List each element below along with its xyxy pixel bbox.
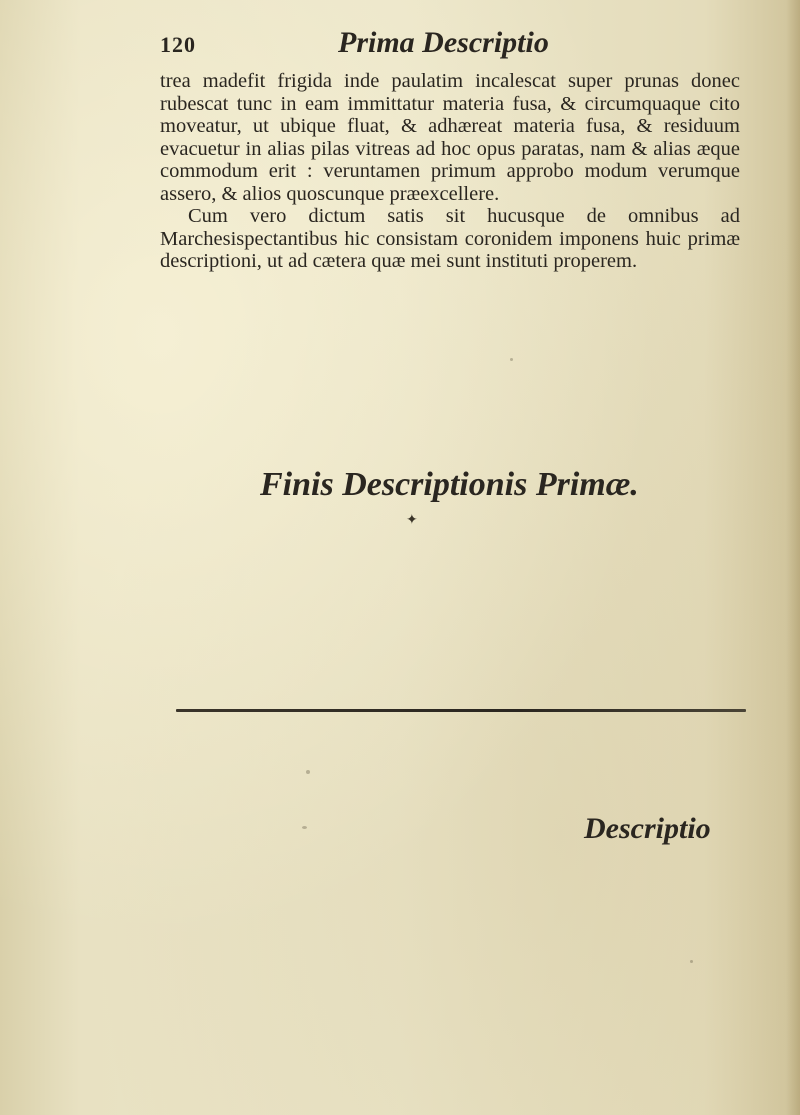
running-head-title: Prima Descriptio — [338, 26, 549, 59]
running-head — [160, 26, 620, 66]
page-number: 120 — [160, 32, 196, 57]
page-edge-shadow — [786, 0, 800, 1115]
paragraph-1: trea madefit frigida inde paulatim incalescat super prunas donec rubescat tunc in eam immittatur materia fusa, & circumquaque cito moveatur, ut ubique fluat, & adhæreat materia fusa, & residuum evacuetur in alias pilas vitreas ad hoc opus paratas, nam & alias æque commodum erit : veruntamen primum approbo modum verumque assero, & alios quoscunque præexcellere. — [160, 70, 740, 205]
paper-speck — [306, 770, 310, 774]
finis-heading: Finis Descriptionis Primæ. — [260, 466, 639, 503]
paper-speck — [690, 960, 693, 963]
catchword: Descriptio — [584, 812, 711, 845]
paper-speck — [302, 826, 307, 829]
ornament-icon: ✦ — [406, 513, 418, 528]
body-text — [160, 70, 740, 273]
paragraph-2: Cum vero dictum satis sit hucusque de omnibus ad Marchesispectantibus hic consistam coronidem imponens huic primæ descriptioni, ut ad cætera quæ mei sunt instituti properem. — [160, 205, 740, 272]
paper-speck — [510, 358, 513, 361]
horizontal-rule — [176, 709, 746, 712]
